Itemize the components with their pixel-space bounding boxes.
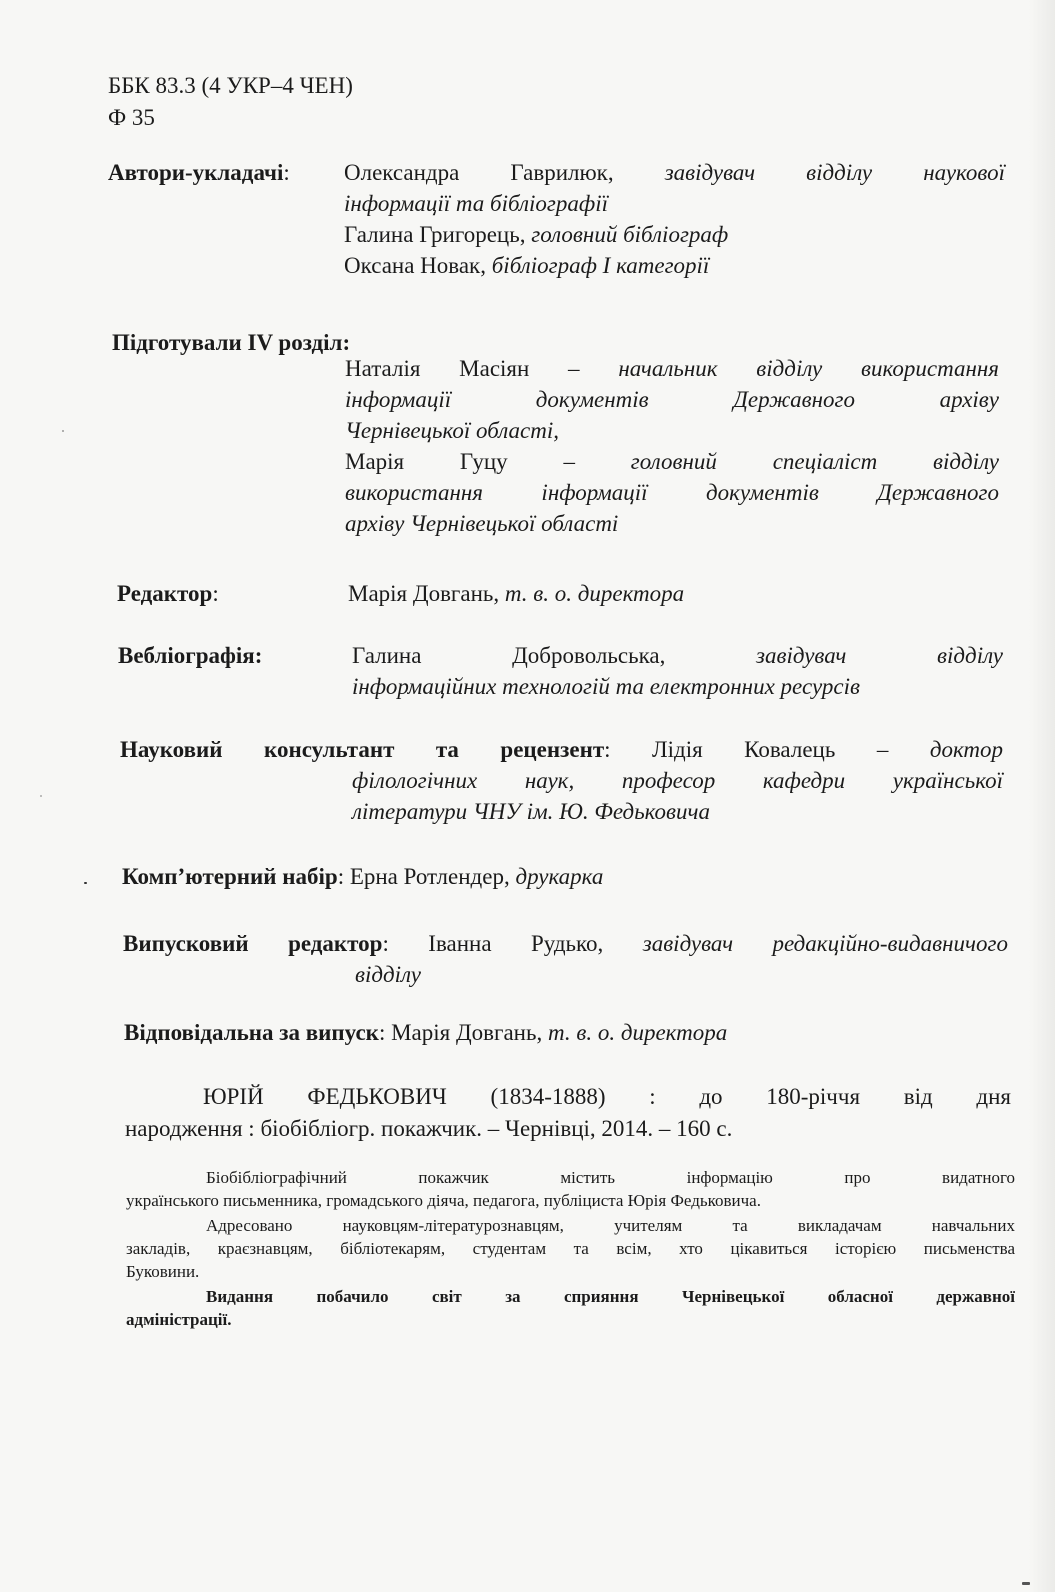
author-role: головний бібліограф [531, 222, 729, 247]
section4-name: Марія Гуцу – [345, 449, 575, 474]
section4-entry [345, 446, 999, 477]
annotation-paragraph-2 [126, 1214, 1015, 1283]
author-entry [344, 250, 1005, 281]
editor-role: т. в. о. директора [504, 581, 685, 606]
author-role-cont: інформації та бібліографії [344, 191, 608, 216]
authors-list [344, 157, 1005, 281]
bbk-code: ББК 83.3 (4 УКР–4 ЧЕН) [108, 73, 353, 98]
title-line1: ЮРІЙ ФЕДЬКОВИЧ (1834-1888) : до 180-річчя від дня [203, 1084, 1011, 1109]
scan-speck [40, 795, 42, 797]
typesetting-name: Ерна Ротлендер, [349, 864, 510, 889]
section4-role: головний спеціаліст відділу [630, 449, 1000, 474]
webliography-role-cont: інформаційних технологій та електронних ресурсів [352, 674, 860, 699]
editor-colon: : [212, 581, 219, 606]
webliography-line1 [352, 640, 1003, 671]
release-editor-name: Іванна Рудько, [428, 931, 604, 956]
section4-label: Підготували IV розділ: [112, 330, 351, 355]
consultant-line1 [120, 734, 1003, 765]
title-line2: народження : біобібліогр. покажчик. – Чернівці, 2014. – 160 с. [125, 1116, 733, 1141]
typesetting-block [122, 861, 1005, 892]
author-sign: Ф 35 [108, 105, 155, 130]
release-editor-label: Випусковий редактор [123, 931, 383, 956]
author-role: завідувач відділу наукової [664, 160, 1005, 185]
annotation [126, 1166, 1015, 1333]
webliography-label: Вебліографія: [118, 643, 263, 668]
release-editor-colon: : [382, 931, 389, 956]
annotation-p1-line1: Біобібліографічний покажчик містить інформацію про видатного [206, 1168, 1015, 1187]
typesetting-role: друкарка [515, 864, 604, 889]
section4-role-cont: використання інформації документів Державного [345, 480, 999, 505]
section4-name: Наталія Масіян – [345, 356, 580, 381]
release-editor-role: завідувач редакційно-видавничого [642, 931, 1008, 956]
authors-label: Автори-укладачі [108, 160, 284, 185]
scan-speck [84, 882, 87, 884]
author-role: бібліограф І категорії [491, 253, 710, 278]
consultant-role: доктор [929, 737, 1004, 762]
authors-colon: : [283, 160, 290, 185]
author-name: Галина Григорець, [344, 222, 526, 247]
responsible-name: Марія Довгань, [391, 1020, 543, 1045]
responsible-role: т. в. о. директора [547, 1020, 728, 1045]
section4-entry [345, 353, 999, 384]
section4-role: начальник відділу використання [618, 356, 999, 381]
consultant-label: Науковий консультант та рецензент [120, 737, 605, 762]
webliography-name-last: Добровольська, [512, 643, 666, 668]
section4-role-cont: архіву Чернівецької області [345, 511, 619, 536]
annotation-p2-line1: Адресовано науковцям-літературознавцям, учителям та викладачам навчальних [206, 1216, 1015, 1235]
release-editor-line1 [123, 928, 1008, 959]
webliography-name-first: Галина [352, 643, 422, 668]
consultant-colon: : [604, 737, 611, 762]
editor-label: Редактор [117, 581, 213, 606]
author-name: Олександра Гаврилюк, [344, 160, 614, 185]
author-name: Оксана Новак, [344, 253, 486, 278]
responsible-block [124, 1017, 1005, 1048]
section4-role-cont: Чернівецької області, [345, 418, 559, 443]
editor-value [348, 578, 1005, 609]
annotation-p2-line3: Буковини. [126, 1262, 200, 1281]
annotation-p3-line2: адміністрації. [126, 1310, 232, 1329]
typesetting-colon: : [337, 864, 345, 889]
section4-list [345, 353, 999, 539]
responsible-label: Відповідальна за випуск [124, 1020, 379, 1045]
catalog-codes [108, 70, 353, 134]
section4-role-cont: інформації документів Державного архіву [345, 387, 999, 412]
consultant-role-cont: літератури ЧНУ ім. Ю. Федьковича [352, 799, 710, 824]
annotation-paragraph-3 [126, 1285, 1015, 1331]
annotation-p3-line1: Видання побачило світ за сприяння Чернівецької обласної державної [206, 1287, 1015, 1306]
webliography-block [118, 640, 1004, 699]
annotation-p1-line2: українського письменника, громадського діяча, педагога, публіциста Юрія Федьковича. [126, 1191, 761, 1210]
author-entry [344, 219, 1005, 250]
page-edge-shadow [1029, 0, 1055, 1592]
scan-speck [62, 430, 64, 432]
annotation-p2-line2: закладів, краєзнавцям, бібліотекарям, студентам та всім, хто цікавиться історією письменства [126, 1239, 1015, 1258]
typesetting-label: Комп’ютерний набір [122, 864, 338, 889]
consultant-block [120, 734, 1003, 827]
webliography-value [352, 640, 1003, 702]
consultant-name: Лідія Ковалець – [652, 737, 889, 762]
annotation-paragraph-1 [126, 1166, 1015, 1212]
consultant-role-cont: філологічних наук, професор кафедри української [352, 768, 1003, 793]
authors-block [108, 157, 1005, 287]
release-editor-role-cont: відділу [355, 962, 421, 987]
editor-name: Марія Довгань, [348, 581, 500, 606]
webliography-role: завідувач відділу [756, 643, 1004, 668]
bibliographic-title-entry [125, 1081, 1011, 1145]
author-entry [344, 157, 1005, 188]
editor-block [117, 578, 1005, 609]
scan-speck [1022, 1582, 1030, 1585]
release-editor-block [123, 928, 1008, 990]
responsible-colon: : [378, 1020, 386, 1045]
